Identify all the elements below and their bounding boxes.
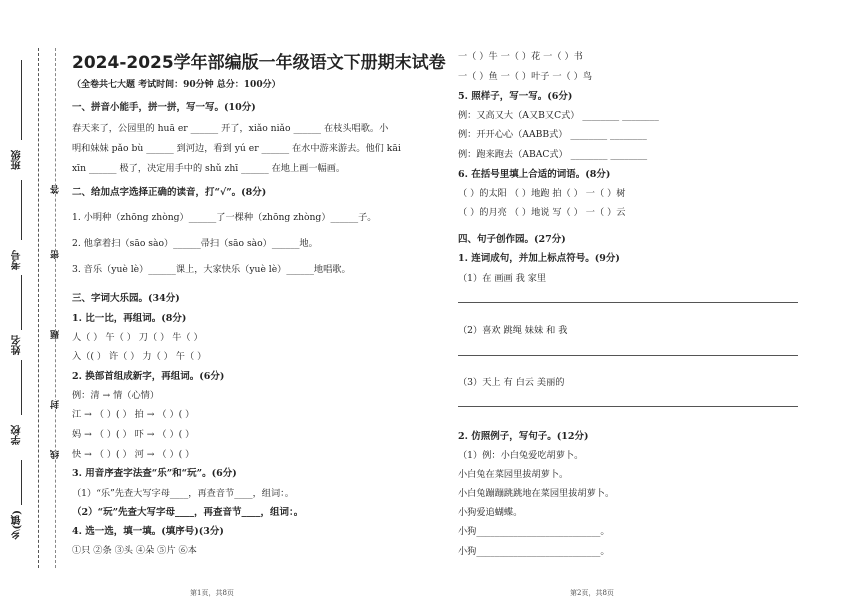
s4-q2-example-3: 小白兔蹦蹦跳跳地在菜园里拔胡萝卜。 [458,488,615,499]
s4-q1-heading: 1. 连词成句，并加上标点符号。(9分) [458,253,620,264]
name-field[interactable] [21,275,22,330]
s3-q2-heading: 2. 换部首组成新字，再组词。(6分) [72,371,225,382]
s3-q6-b: （ ）的月亮 （ ）地说 写（ ） 一（ ）云 [458,207,626,218]
exam-subtitle: （全卷共七大题 考试时间：90分钟 总分：100分） [72,80,281,90]
section-3-heading: 三、字词大乐园。(34分) [72,293,180,304]
s4-q2-prompt: 小狗爱追蝴蝶。 [458,507,523,518]
s4-q2-example-2: 小白兔在菜园里拔胡萝卜。 [458,469,569,480]
name-label: 姓名 [12,335,23,355]
s4-q1-item-3: （3）天上 有 白云 美丽的 [458,377,565,388]
s4-q2-blank-1[interactable]: 小狗___________________________。 [458,526,610,537]
s2-q3: 3. 音乐（yuè lè）______课上，大家快乐（yuè lè）______地唱歌。 [72,264,351,275]
s3-q5-c: 例：跑来跑去（ABAC式） ________ ________ [458,149,648,160]
s3-q2-row-2: 妈 → （ ）( ） 吓 → （ ）( ） [72,429,195,440]
s3-q6-a: （ ）的太阳 （ ）地跑 拍（ ） 一（ ）树 [458,188,626,199]
page-number-left: 第1页，共8页 [190,589,234,597]
answer-line-2[interactable] [458,355,798,356]
section-4-heading: 四、句子创作园。(27分) [458,234,566,245]
s4-q2-example-1: （1）例：小白兔爱吃胡萝卜。 [458,450,584,461]
s4-q2-blank-2[interactable]: 小狗___________________________。 [458,546,610,557]
section-2-heading: 二、给加点字选择正确的读音，打“√”。(8分) [72,187,267,198]
s3-q5-a: 例：又高又大（A又B又C式） ________ ________ [458,110,659,121]
s1-line-1: 春天来了，公园里的 huā er ______ 开了，xiǎo niǎo ______ 在枝头唱歌。小 [72,123,389,134]
s3-q3-b: （2）“玩”先查大写字母____，再查音节____，组词：。 [72,507,304,518]
section-1-heading: 一、拼音小能手，拼一拼，写一写。(10分) [72,102,256,113]
binding-margin [0,0,62,607]
s3-q1-row-2: 入（( ） 许（ ） 力（ ） 午（ ） [72,351,207,362]
class-label: 班级 [12,150,23,170]
s4-q1-item-2: （2）喜欢 跳绳 妹妹 和 我 [458,325,568,336]
s3-q2-example: 例：清 → 情（心情） [72,390,160,401]
seal-char-2: 密 [51,250,61,259]
seal-char-5: 线 [51,450,61,459]
s3-q1-row-1: 人（ ） 午（ ） 刀（ ） 牛（ ） [72,332,203,343]
s3-q1-heading: 1. 比一比，再组词。(8分) [72,313,187,324]
s3-q5-heading: 5. 照样子，写一写。(6分) [458,91,573,102]
town-label: 乡(镇) [12,510,23,540]
s3-q6-heading: 6. 在括号里填上合适的词语。(8分) [458,169,611,180]
town-field[interactable] [21,460,22,505]
s3-q2-row-1: 江 → （ ）( ） 拍 → （ ）( ） [72,409,195,420]
exam-title: 2024-2025学年部编版一年级语文下册期末试卷 [72,53,446,73]
school-field[interactable] [21,360,22,415]
answer-line-3[interactable] [458,406,798,407]
s3-q4-heading: 4. 选一选，填一填。(填序号)(3分) [72,526,224,537]
exam-number-label: 考号 [12,250,23,270]
s4-q1-item-1: （1）在 画画 我 家里 [458,273,547,284]
s4-q2-heading: 2. 仿照例子，写句子。(12分) [458,431,589,442]
r-measure-row-1: 一（ ）牛 一（ ）花 一（ ）书 [458,51,583,62]
s3-q2-row-3: 快 → （ ）( ） 河 → （ ）( ） [72,449,195,460]
school-label: 学校 [12,425,23,445]
s2-q1: 1. 小明种（zhōng zhòng）______了一棵种（zhōng zhòng）______子。 [72,212,377,223]
s3-q5-b: 例：开开心心（AABB式） ________ ________ [458,129,647,140]
seal-char-1: 答 [51,185,61,194]
s1-line-2: 明和妹妹 pǎo bù ______ 到河边，看到 yú er ______ 在水中游来游去。他们 kāi [72,143,401,154]
page-number-right: 第2页，共8页 [570,589,614,597]
exam-number-field[interactable] [21,180,22,240]
s3-q3-heading: 3. 用音序查字法查“乐”和“玩”。(6分) [72,468,237,479]
answer-line-1[interactable] [458,302,798,303]
seal-line-outer [38,48,39,568]
s1-line-3: xīn ______ 极了，决定用手中的 shǔ zhī ______ 在地上画一幅画。 [72,163,346,174]
s2-q2: 2. 他拿着扫（sāo sào）______帚扫（sāo sào）______地。 [72,238,318,249]
seal-line-inner [55,48,56,568]
seal-char-4: 封 [51,400,61,409]
class-field[interactable] [21,60,22,140]
s3-q4-options: ①只 ②条 ③头 ④朵 ⑤片 ⑥本 [72,545,197,556]
s3-q3-a: （1）“乐”先查大写字母____，再查音节____，组词：。 [72,488,294,499]
seal-char-3: 题 [51,330,61,339]
r-measure-row-2: 一（ ）鱼 一（ ）叶子 一（ ）鸟 [458,71,593,82]
